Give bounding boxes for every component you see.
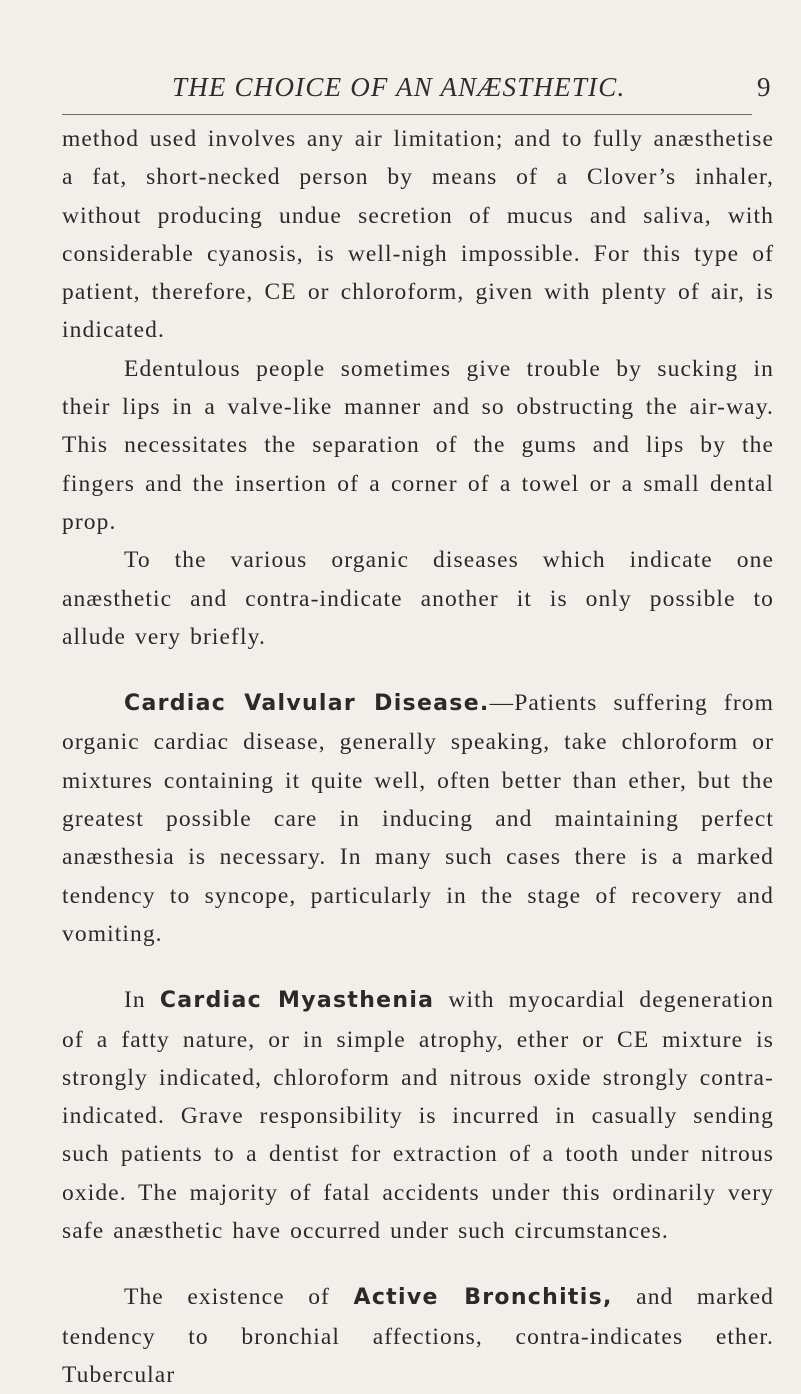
header-rule bbox=[62, 114, 752, 115]
paragraph-edentulous bbox=[62, 350, 774, 541]
page-number: 9 bbox=[757, 72, 771, 102]
paragraph-organic-diseases bbox=[62, 541, 774, 656]
paragraph-lead: In bbox=[124, 987, 160, 1014]
body-text bbox=[62, 120, 774, 1394]
paragraph-text: Edentulous people sometimes give trouble by sucking in their lips in a valve-like manner and so obstructing the air-way. This necessitates the separation of the gums and lips by the fingers and the insertion of a corner of a towel or a small dental prop. bbox=[62, 355, 774, 535]
paragraph-active-bronchitis bbox=[62, 1278, 774, 1394]
running-head bbox=[0, 72, 801, 108]
section-term: Cardiac Valvular Disease. bbox=[124, 691, 490, 717]
paragraph-text: To the various organic diseases which indicate one anæsthetic and contra-indicate another it is only possible to allude very briefly. bbox=[62, 547, 774, 650]
section-term: Cardiac Myasthenia bbox=[159, 988, 435, 1014]
running-title: THE CHOICE OF AN ANÆSTHETIC. bbox=[172, 72, 626, 102]
section-term: Active Bronchitis, bbox=[353, 1285, 613, 1311]
paragraph-cardiac-myasthenia bbox=[62, 981, 774, 1250]
paragraph-cardiac-valvular bbox=[62, 684, 774, 953]
paragraph-continuation bbox=[62, 120, 774, 350]
paragraph-text: and marked tendency to bronchial affections, contra-indicates ether. Tubercular bbox=[62, 1284, 774, 1388]
paragraph-text: —Patients suffering from organic cardiac disease, generally speaking, take chloroform or mixtures containing it quite well, often better than ether, but the greatest possible care in inducing and maintaining perfect anæsthesia is necessary. In many such cases there is a marked tendency to syncope, particularly in the stage of recovery and vomiting. bbox=[62, 690, 775, 947]
paragraph-text: method used involves any air limitation; and to fully anæsthetise a fat, short-necked person by means of a Clover’s inhaler, without producing undue secretion of mucus and saliva, with considerable cyanosis, is well-nigh impossible. For this type of patient, therefore, CE or chloroform, given with plenty of air, is indicated. bbox=[62, 126, 774, 344]
paragraph-lead: The existence of bbox=[124, 1284, 354, 1311]
paragraph-text: with myocardial degeneration of a fatty nature, or in simple atrophy, ether or CE mixture is strongly indicated, chloroform and nitrous oxide strongly contra-indicated. Grave responsibility is incurred in casually sending such patients to a dentist for extraction of a tooth under nitrous oxide. The majority of fatal accidents under this ordinarily very safe anæsthetic have occurred under such circumstances. bbox=[62, 987, 774, 1245]
